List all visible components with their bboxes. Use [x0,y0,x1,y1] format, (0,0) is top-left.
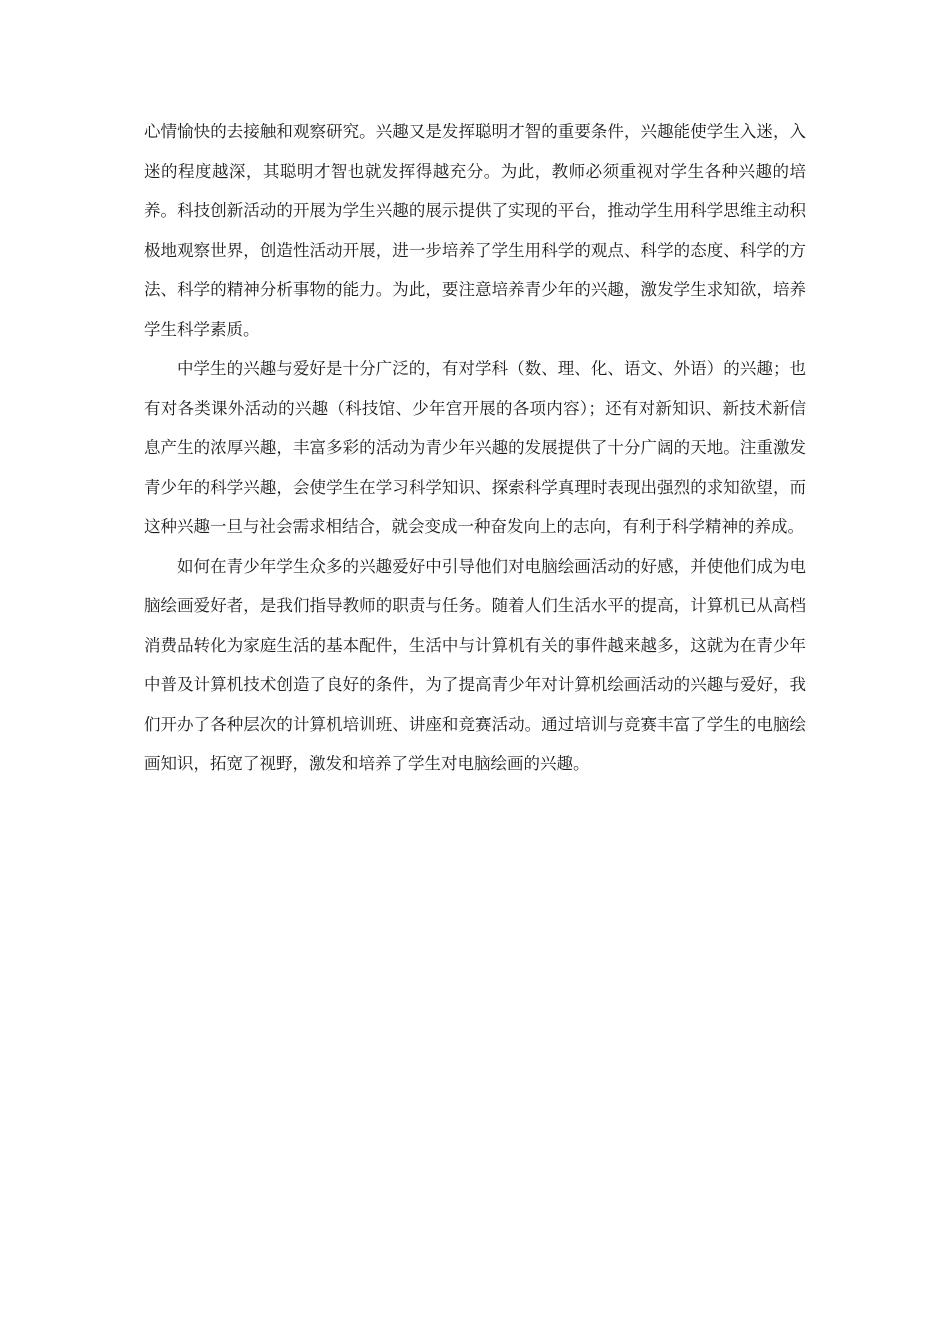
paragraph-continuation: 心情愉快的去接触和观察研究。兴趣又是发挥聪明才智的重要条件，兴趣能使学生入迷，入迷的程度越深，其聪明才智也就发挥得越充分。为此，教师必须重视对学生各种兴趣的培养。科技创新活动的开展为学生兴趣的展示提供了实现的平台，推动学生用科学思维主动积极地观察世界，创造性活动开展，进一步培养了学生用科学的观点、科学的态度、科学的方法、科学的精神分析事物的能力。为此，要注意培养青少年的兴趣，激发学生求知欲，培养学生科学素质。 [144,122,806,339]
document-body [144,112,806,784]
paragraph-computer-painting: 如何在青少年学生众多的兴趣爱好中引导他们对电脑绘画活动的好感，并使他们成为电脑绘画爱好者，是我们指导教师的职责与任务。随着人们生活水平的提高，计算机已从高档消费品转化为家庭生活的基本配件，生活中与计算机有关的事件越来越多，这就为在青少年中普及计算机技术创造了良好的条件，为了提高青少年对计算机绘画活动的兴趣与爱好，我们开办了各种层次的计算机培训班、讲座和竞赛活动。通过培训与竞赛丰富了学生的电脑绘画知识，拓宽了视野，激发和培养了学生对电脑绘画的兴趣。 [144,556,806,773]
paragraph-student-interests: 中学生的兴趣与爱好是十分广泛的，有对学科（数、理、化、语文、外语）的兴趣；也有对各类课外活动的兴趣（科技馆、少年宫开展的各项内容）；还有对新知识、新技术新信息产生的浓厚兴趣，丰富多彩的活动为青少年兴趣的发展提供了十分广阔的天地。注重激发青少年的科学兴趣，会使学生在学习科学知识、探索科学真理时表现出强烈的求知欲望，而这种兴趣一旦与社会需求相结合，就会变成一种奋发向上的志向，有利于科学精神的养成。 [144,359,806,536]
